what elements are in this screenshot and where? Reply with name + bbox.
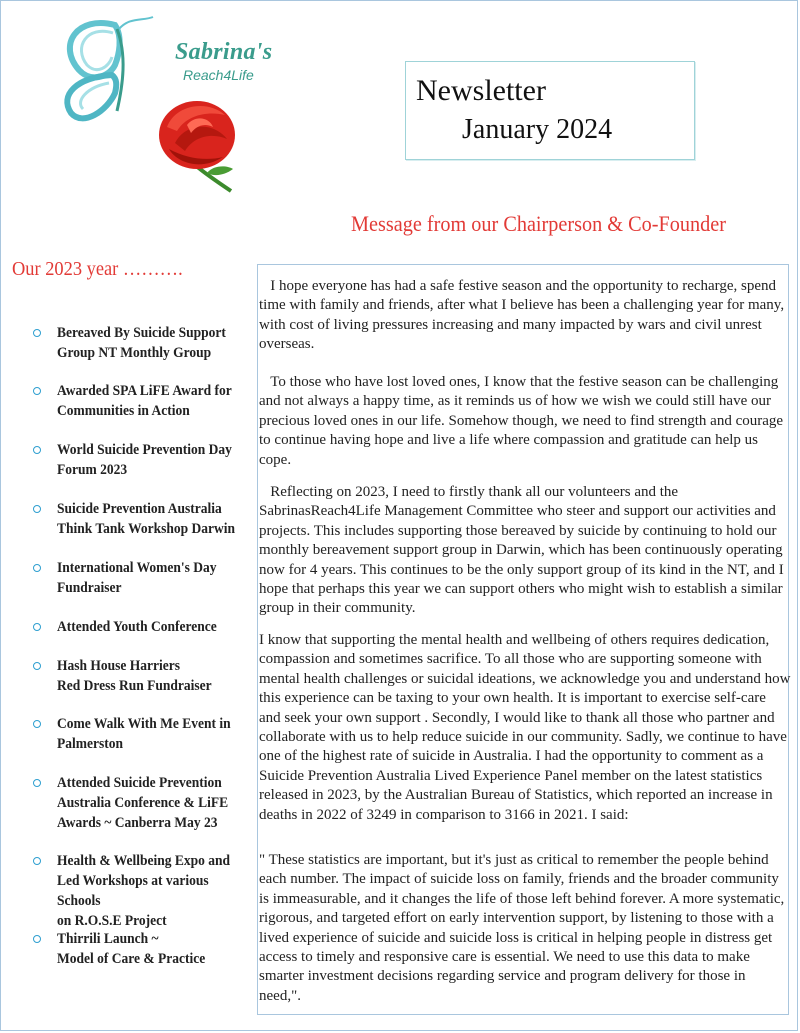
message-paragraph: " These statistics are important, but it's just as critical to remember the people behind each number. The impact of suicide loss on family, friends and the broader community is immeasurable, and it changes the life of those left behind forever. A more systematic, rigorous, and targeted effort on early intervention support, by listening to those with a lived experience of suicide and suicide loss is critical in helping people in distress get access to timely and responsive care is essential. We need to use this data to make smarter investment decisions regarding service and program delivery for those in need,". <box>259 852 785 1004</box>
list-item-text: World Suicide Prevention Day Forum 2023 <box>57 442 232 478</box>
list-item-text: Attended Youth Conference <box>57 619 217 635</box>
bullet-icon <box>33 387 41 395</box>
list-item-text: Health & Wellbeing Expo and Led Workshops at various Schools on R.O.S.E Project <box>57 853 231 929</box>
bullet-icon <box>33 857 41 865</box>
bullet-icon <box>33 662 41 670</box>
year-heading: Our 2023 year ………. <box>12 258 183 280</box>
message-paragraph: To those who have lost loved ones, I know that the festive season can be challenging and not always a happy time, as it reminds us of how we wish we could still have our precious loved ones in our life. Somehow though, we need to find strength and courage to continue having hope and live a life where compassion and gratitude can help us cope. <box>259 374 787 468</box>
list-item-text: Come Walk With Me Event in Palmerston <box>57 716 231 752</box>
brand-tagline: Reach4Life <box>183 67 254 83</box>
bullet-icon <box>33 935 41 943</box>
list-item-text: Thirrili Launch ~ Model of Care & Practice <box>57 931 206 967</box>
message-heading: Message from our Chairperson & Co-Founder <box>351 211 726 236</box>
bullet-icon <box>33 564 41 572</box>
bullet-icon <box>33 779 41 787</box>
newsletter-title: Newsletter <box>416 74 546 107</box>
bullet-icon <box>33 720 41 728</box>
message-paragraph: I hope everyone has had a safe festive season and the opportunity to recharge, spend time with family and friends, after what I believe has been a challenging year for many, with cost of living pressures increasing and many impacted by wars and civil unrest overseas. <box>259 278 788 353</box>
list-item-text: Suicide Prevention Australia Think Tank Workshop Darwin <box>57 501 235 537</box>
newsletter-date: January 2024 <box>462 114 613 145</box>
bullet-icon <box>33 505 41 513</box>
list-item-text: International Women's Day Fundraiser <box>57 560 217 596</box>
message-paragraph: Reflecting on 2023, I need to firstly thank all our volunteers and the SabrinasReach4Life Management Committee who steer and support our activities and projects. This includes supporting those bereaved by suicide by continuing to hold our monthly bereavement support group in Darwin, which has been continuously operating now for 4 years. This continues to be the only support group of its kind in the NT, and I hope that perhaps this year we can support others who might wish to establish a similar group in their community. <box>259 484 788 617</box>
bullet-icon <box>33 329 41 337</box>
logo <box>57 15 307 197</box>
chairperson-message <box>257 264 789 1015</box>
list-item-text: Attended Suicide Prevention Australia Conference & LiFE Awards ~ Canberra May 23 <box>57 775 229 831</box>
brand-name: Sabrina's <box>175 39 273 65</box>
message-paragraph: I know that supporting the mental health and wellbeing of others requires dedication, compassion and sometimes sacrifice. To all those who are supporting someone with mental health challenges or suicidal ideations, we acknowledge you and understand how this experience can be taxing to your own health. It is important to exercise self-care and seek your own support . Secondly, I would like to thank all those who partner and collaborate with us to help reduce suicide in our community. Sadly, we continue to have one of the highest rate of suicide in Australia. I had the opportunity to comment as a Suicide Prevention Australia Lived Experience Panel member on the latest statistics released in 2023, by the Australian Bureau of Statistics, which reported an increase in deaths in 2022 of 3249 in comparison to 3166 in 2021. I said: <box>259 632 791 823</box>
list-item-text: Hash House Harriers Red Dress Run Fundraiser <box>57 658 212 694</box>
bullet-icon <box>33 623 41 631</box>
newsletter-title-box <box>405 61 695 160</box>
list-item-text: Awarded SPA LiFE Award for Communities in Action <box>57 383 232 419</box>
list-item-text: Bereaved By Suicide Support Group NT Monthly Group <box>57 325 226 361</box>
bullet-icon <box>33 446 41 454</box>
